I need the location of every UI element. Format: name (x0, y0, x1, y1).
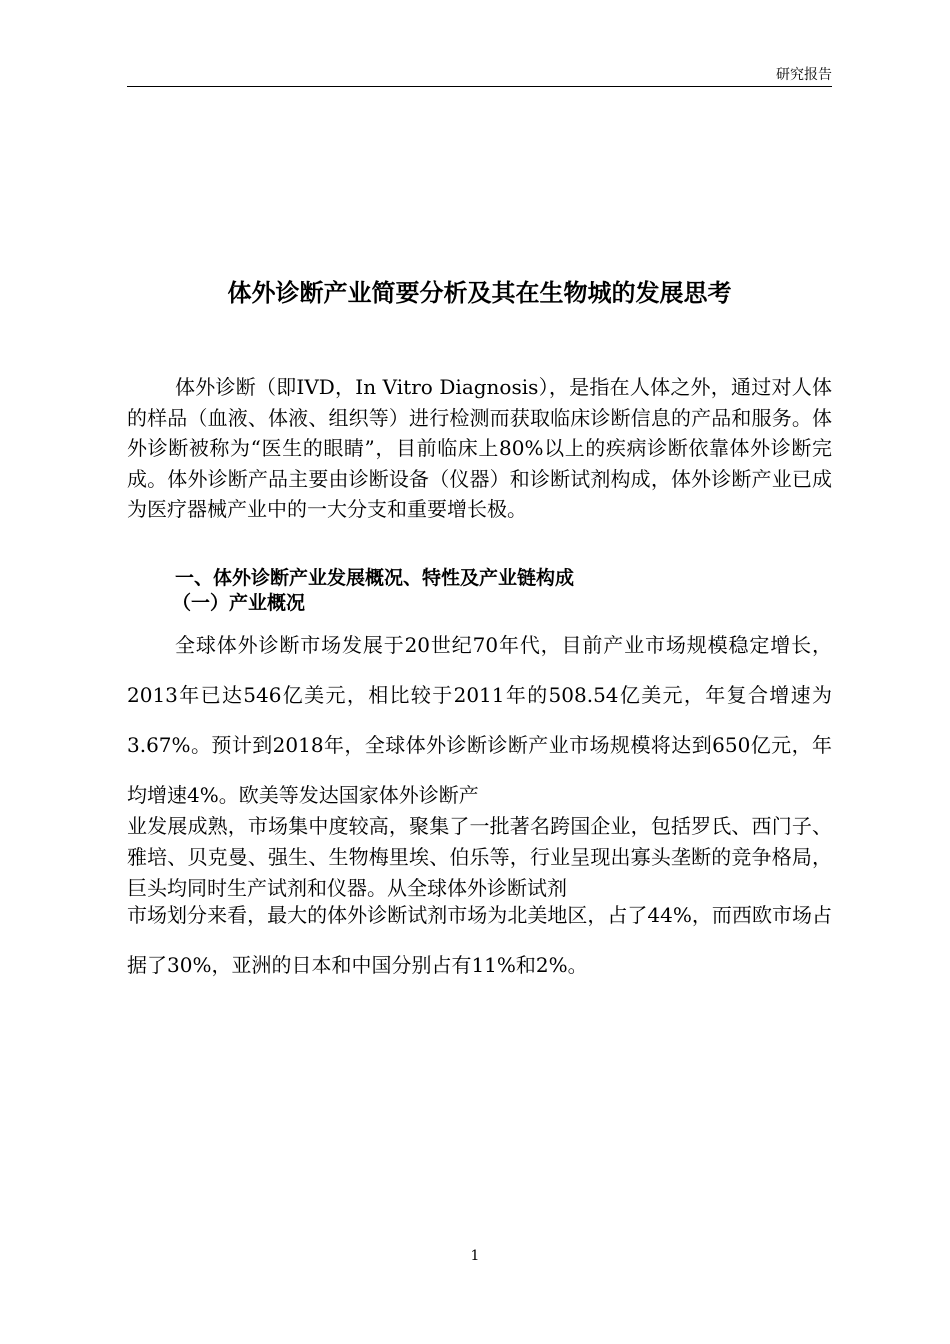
intro-paragraph: 体外诊断（即IVD，In Vitro Diagnosis），是指在人体之外，通过对人体的样品（血液、体液、组织等）进行检测而获取临床诊断信息的产品和服务。体外诊断被称为“医生的眼睛”，目前临床上80%以上的疾病诊断依靠体外诊断完成。体外诊断产品主要由诊断设备（仪器）和诊断试剂构成，体外诊断产业已成为医疗器械产业中的一大分支和重要增长极。 (127, 375, 832, 521)
section-heading: 一、体外诊断产业发展概况、特性及产业链构成 (175, 567, 575, 589)
page-header (127, 66, 832, 87)
body-paragraph-part3: 市场划分来看，最大的体外诊断试剂市场为北美地区，占了44%，而西欧市场占据了30%，亚洲的日本和中国分别占有11%和2%。 (127, 903, 832, 977)
body-paragraph-part2: 业发展成熟，市场集中度较高，聚集了一批著名跨国企业，包括罗氏、西门子、雅培、贝克曼、强生、生物梅里埃、伯乐等，行业呈现出寡头垄断的竞争格局，巨头均同时生产试剂和仪器。从全球体外诊断试剂 (127, 814, 832, 900)
document-title: 体外诊断产业简要分析及其在生物城的发展思考 (227, 278, 732, 307)
page-number: 1 (470, 1248, 480, 1264)
header-label: 研究报告 (776, 67, 832, 83)
subsection-heading: （一）产业概况 (172, 592, 306, 614)
body-paragraph-part1: 全球体外诊断市场发展于20世纪70年代，目前产业市场规模稳定增长，2013年已达546亿美元，相比较于2011年的508.54亿美元，年复合增速为3.67%。预计到2018年，全球体外诊断诊断产业市场规模将达到650亿元，年均增速4%。欧美等发达国家体外诊断产 (127, 633, 832, 807)
